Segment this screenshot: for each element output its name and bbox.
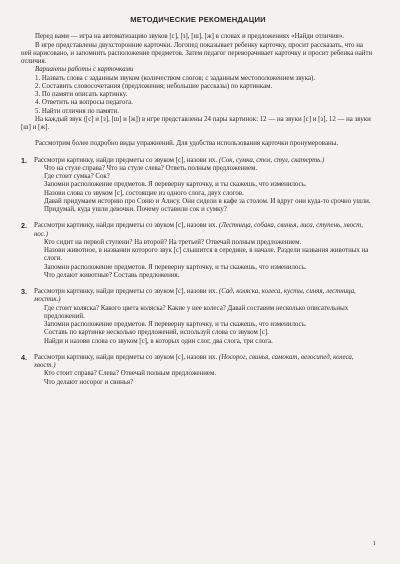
exercise-line: Назови слова со звуком [с], состоящие из одного слога, двух слогов. <box>44 189 244 197</box>
exercise-task: Рассмотри картинку, найди предметы со звуком [с], назови их. (Носорог, свинья, самокат, велосипед, колеса, хвост.) <box>34 353 354 369</box>
exercise-line: Кто стоит справа? Слева? Отвечай полным предложением. <box>44 370 217 378</box>
exercise-line: Что делают животные? Составь предложения. <box>44 271 180 279</box>
exercise-line: Запомни расположение предметов. Я переверну карточку, и ты скажешь, что изменилось. <box>44 321 307 328</box>
pairs-paragraph: На каждый звук ([с] и [з], [ш] и [ж]) в игре представлены 24 пары картинок: 12 — на звуки [с] и [з], 12 — на звуки [ш] и [ж]. <box>21 115 371 131</box>
exercise-line: Где стоит коляска? Какого цвета коляска? Какие у нее колеса? Давай составим несколько описательных предложений. <box>44 304 349 320</box>
variant-item: 1. Назвать слова с заданным звуком (количеством слогов; с заданным местоположением звука). <box>35 74 316 82</box>
exercise-line: Что на стуле справа? Что на стуле слева? Ответь полным предложением. <box>44 164 258 172</box>
variants-block <box>21 66 375 116</box>
exercise-task: Рассмотри картинку, найди предметы со звуком [с], назови их. (Сок, сумка, стол, стул, скатерть.) <box>34 156 325 164</box>
exercise-line: Что делают носорог и свинья? <box>44 378 134 386</box>
exercise-task: Рассмотри картинку, найди предметы со звуком [с], назови их. (Лестница, собака, свинья, лиса, ступень, хвост, нос.) <box>34 222 363 238</box>
exercise-line: Где стоит сумка? Сок? <box>44 173 110 180</box>
exercise-line: Найди и назови слова со звуком [с], в которых один слог, два слога, три слога. <box>44 337 273 345</box>
page-title: МЕТОДИЧЕСКИЕ РЕКОМЕНДАЦИИ <box>130 15 266 24</box>
numbering-paragraph: Рассмотрим более подробно виды упражнений. Для удобства использования карточки пронумерованы. <box>35 140 339 148</box>
exercise-item <box>21 157 375 215</box>
exercise-number: 3. <box>21 287 27 296</box>
exercise-line: Составь по картинке несколько предложений, используй слова со звуком [с]. <box>44 329 269 337</box>
variant-item: 2. Составить словосочетания (предложения; небольшие рассказы) по картинкам. <box>35 82 273 90</box>
exercise-number: 1. <box>21 155 27 165</box>
variant-item: 4. Ответить на вопросы педагога. <box>35 99 133 107</box>
exercise-line: Назови животное, в названии которого звук [с] слышится в середине, в начале. Раздели названия животных на слоги. <box>44 247 369 263</box>
exercise-line: Кто сидит на первой ступени? На второй? На третьей? Отвечай полным предложением. <box>44 238 302 246</box>
variant-item: 5. Найти отличия по памяти. <box>35 107 119 115</box>
exercise-task: Рассмотри картинку, найди предметы со звуком [с], назови их. (Сад, коляска, колеса, кусты, синяя, лестница, мостик.) <box>34 288 356 304</box>
intro-paragraph: В игре представлены двухсторонние карточки. Логопед показывает ребенку карточку, просит рассказать, что на ней нарисовано, и запомнить расположение предметов. Затем педагог переворачивает карточку и просит ребенка найти отличия. <box>21 41 373 65</box>
exercise-number: 4. <box>21 352 27 362</box>
exercise-item <box>21 222 375 280</box>
page-number: 1 <box>372 539 376 547</box>
exercise-line: Давай придумаем историю про Соню и Алису. Они сидели в кафе за столом. И вдруг они куда-то срочно ушли. Придумай, куда ушли девочки. Почему оставили сок и сумку? <box>44 197 371 213</box>
variant-item: 3. По памяти описать картинку. <box>35 91 128 98</box>
exercise-line: Запомни расположение предметов. Я переверну карточку, и ты скажешь, что изменилось. <box>44 181 307 189</box>
exercise-item <box>21 288 375 346</box>
exercise-number: 2. <box>21 221 27 231</box>
exercise-item <box>21 354 375 387</box>
intro-paragraph: Перед вами — игра на автоматизацию звуков [с], [з], [ш], [ж] в словах и предложениях «Найди отличия». <box>35 33 345 41</box>
exercise-line: Запомни расположение предметов. Я переверну карточку, и ты скажешь, что изменилось. <box>44 263 307 271</box>
variants-heading: Варианты работы с карточками <box>35 66 134 74</box>
